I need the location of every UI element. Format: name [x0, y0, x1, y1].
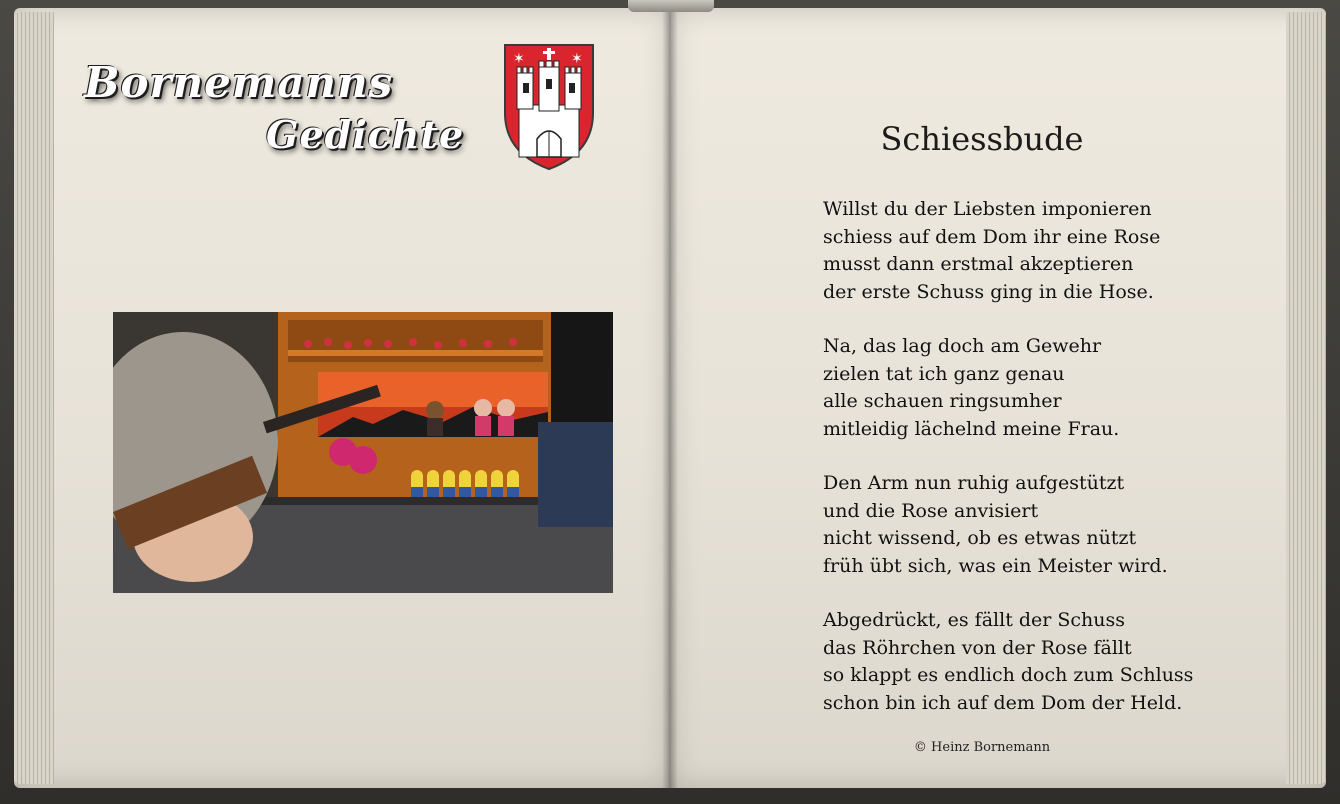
poem-line: und die Rose anvisiert — [823, 499, 1039, 522]
poem-line: Abgedrückt, es fällt der Schuss — [823, 609, 1126, 631]
poem-line: nicht wissend, ob es etwas nützt — [823, 527, 1137, 549]
book-spine — [662, 8, 678, 788]
poem-line: so klappt es endlich doch zum Schluss — [823, 664, 1194, 686]
copyright-notice: © Heinz Bornemann — [913, 740, 1051, 755]
poem-stanza-4 — [823, 607, 1223, 717]
poem-stanza-1 — [823, 196, 1223, 306]
poem-line: der erste Schuss ging in die Hose. — [823, 280, 1154, 303]
poem-title: Schiessbude — [880, 120, 1084, 158]
book-clip — [628, 0, 714, 12]
poem-line: alle schauen ringsumher — [823, 390, 1062, 412]
poem-line: schiess auf dem Dom ihr eine Rose — [823, 225, 1161, 248]
hamburg-coat-of-arms-icon — [503, 43, 595, 171]
poem-line: Na, das lag doch am Gewehr — [823, 335, 1102, 357]
poem-stanza-3 — [823, 470, 1223, 580]
poem-line: musst dann erstmal akzeptieren — [823, 253, 1134, 275]
poem-line: schon bin ich auf dem Dom der Held. — [823, 691, 1183, 714]
brand-title-line1: Bornemanns — [84, 58, 394, 107]
poem-stanza-2 — [823, 333, 1223, 443]
poem-line: Willst du der Liebsten imponieren — [823, 198, 1152, 220]
svg-text:✶: ✶ — [571, 51, 583, 67]
poem-line: das Röhrchen von der Rose fällt — [823, 636, 1132, 659]
poem-body — [823, 196, 1223, 744]
brand-title-line2: Gedichte — [266, 112, 465, 157]
left-page-edges — [14, 12, 54, 784]
svg-text:✶: ✶ — [513, 51, 525, 67]
right-page-edges — [1286, 12, 1326, 784]
poem-line: früh übt sich, was ein Meister wird. — [823, 554, 1168, 577]
poem-line: zielen tat ich ganz genau — [823, 362, 1065, 385]
shooting-gallery-photo — [113, 312, 613, 593]
poem-line: mitleidig lächelnd meine Frau. — [823, 417, 1120, 440]
poem-line: Den Arm nun ruhig aufgestützt — [823, 472, 1125, 494]
